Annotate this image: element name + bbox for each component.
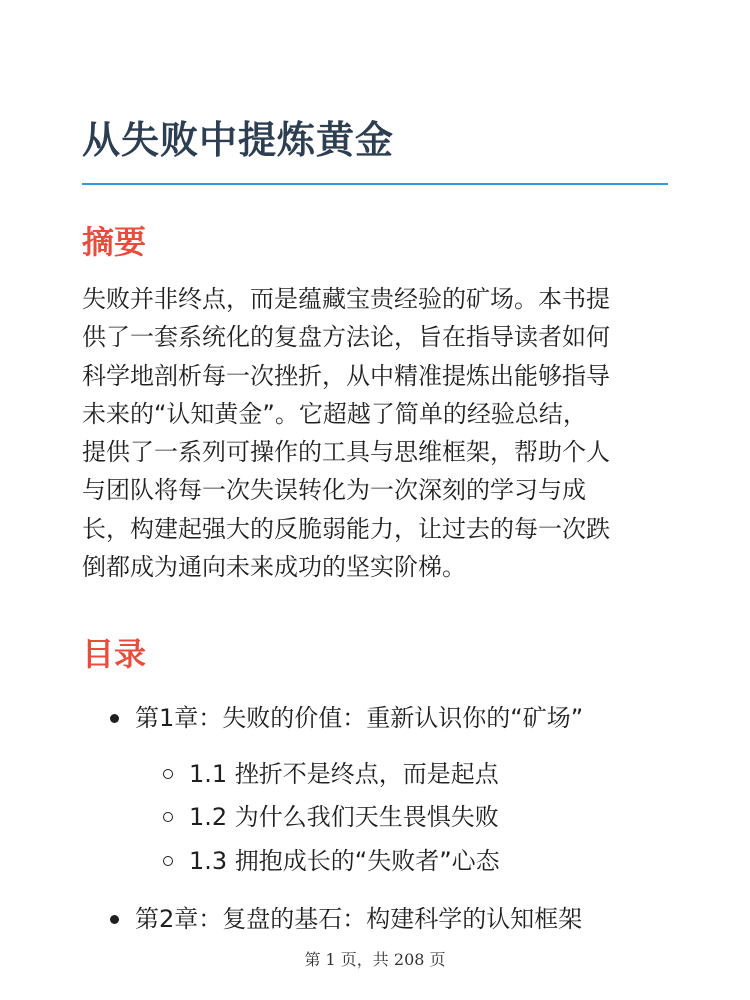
document-title: 从失败中提炼黄金 xyxy=(82,118,395,162)
toc-section-label: 1.1 挫折不是终点，而是起点 xyxy=(189,760,499,788)
toc-heading: 目录 xyxy=(82,635,147,673)
bullet-circle-icon xyxy=(163,812,173,822)
abstract-line: 倒都成为通向未来成功的坚实阶梯。 xyxy=(82,553,466,582)
abstract-line: 长，构建起强大的反脆弱能力，让过去的每一次跌 xyxy=(82,514,610,543)
toc-section-label: 1.3 拥抱成长的“失败者”心态 xyxy=(189,847,500,875)
toc-chapter-label: 第2章：复盘的基石：构建科学的认知框架 xyxy=(135,905,583,933)
abstract-paragraph xyxy=(82,280,672,586)
abstract-line: 科学地剖析每一次挫折，从中精准提炼出能够指导 xyxy=(82,361,610,390)
toc-section-label: 1.2 为什么我们天生畏惧失败 xyxy=(189,803,499,831)
bullet-disc-icon xyxy=(110,915,119,924)
abstract-line: 供了一套系统化的复盘方法论，旨在指导读者如何 xyxy=(82,323,610,352)
bullet-circle-icon xyxy=(163,769,173,779)
page-number-footer: 第 1 页，共 208 页 xyxy=(304,950,446,969)
abstract-line: 失败并非终点，而是蕴藏宝贵经验的矿场。本书提 xyxy=(82,285,610,313)
abstract-line: 与团队将每一次失误转化为一次深刻的学习与成 xyxy=(82,476,586,505)
bullet-disc-icon xyxy=(110,714,119,723)
abstract-line: 未来的“认知黄金”。它超越了简单的经验总结， xyxy=(82,399,587,428)
title-divider xyxy=(82,183,668,185)
bullet-circle-icon xyxy=(163,856,173,866)
abstract-line: 提供了一系列可操作的工具与思维框架，帮助个人 xyxy=(82,438,610,467)
toc-chapter-label: 第1章：失败的价值：重新认识你的“矿场” xyxy=(135,704,584,732)
abstract-heading: 摘要 xyxy=(82,223,147,261)
